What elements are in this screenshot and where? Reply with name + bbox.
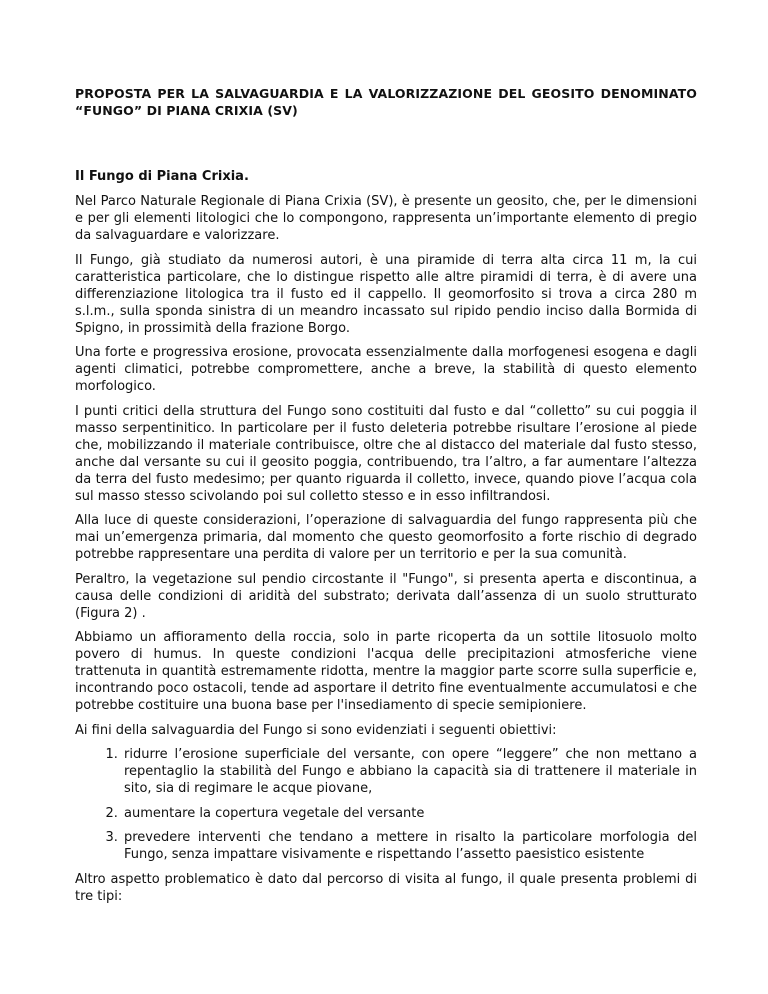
- paragraph: Altro aspetto problematico è dato dal percorso di visita al fungo, il quale presenta problemi di tre tipi:: [75, 871, 697, 904]
- paragraph: Ai fini della salvaguardia del Fungo si sono evidenziati i seguenti obiettivi:: [75, 722, 557, 738]
- list-item: 2. aumentare la copertura vegetale del versante: [122, 805, 697, 822]
- objectives-list: [75, 746, 697, 863]
- paragraph: Nel Parco Naturale Regionale di Piana Crixia (SV), è presente un geosito, che, per le dimensioni e per gli elementi litologici che lo compongono, rappresenta un’importante elemento di pregio da salvaguardare e valorizzare.: [75, 194, 697, 243]
- section-heading: Il Fungo di Piana Crixia.: [75, 169, 249, 184]
- paragraph: I punti critici della struttura del Fungo sono costituiti dal fusto e dal “colletto” su cui poggia il masso serpentinitico. In particolare per il fusto deleteria potrebbe risultare l’erosione al piede che, mobilizzando il materiale contribuisce, oltre che al distacco del materiale dal fusto stesso, anche dal versante su cui il geosito poggia, contribuendo, tra l’altro, a far aumentare l’altezza da terra del fusto medesimo; per quanto riguarda il colletto, invece, quando piove l’acqua cola sul masso stesso scivolando poi sul colletto stesso e in esso infiltrandosi.: [75, 403, 697, 504]
- paragraph: Peraltro, la vegetazione sul pendio circostante il "Fungo", si presenta aperta e discontinua, a causa delle condizioni di aridità del substrato; derivata dall’assenza di un suolo strutturato (Figura 2) .: [75, 571, 697, 621]
- list-item: 1. ridurre l’erosione superficiale del versante, con opere “leggere” che non mettano a repentaglio la stabilità del Fungo e abbiano la capacità sia di trattenere il materiale in sito, sia di regimare le acque piovane,: [122, 746, 697, 797]
- paragraph: Alla luce di queste considerazioni, l’operazione di salvaguardia del fungo rappresenta più che mai un’emergenza primaria, dal momento che questo geomorfosito a forte rischio di degrado potrebbe rappresentare una perdita di valore per un territorio e per la sua comunità.: [75, 513, 697, 562]
- paragraph: Abbiamo un affioramento della roccia, solo in parte ricoperta da un sottile litosuolo molto povero di humus. In queste condizioni l'acqua delle precipitazioni atmosferiche viene trattenuta in quantità estremamente ridotta, mentre la maggior parte scorre sulla superficie e, incontrando poco ostacoli, tende ad asportare il detrito fine eventualmente accumulatosi e che potrebbe costituire una buona base per l'insediamento di specie semipioniere.: [75, 630, 697, 713]
- paragraph: Una forte e progressiva erosione, provocata essenzialmente dalla morfogenesi esogena e dagli agenti climatici, potrebbe compromettere, anche a breve, la stabilità di questo elemento morfologico.: [75, 345, 697, 394]
- document-body: [75, 193, 697, 912]
- document-title: PROPOSTA PER LA SALVAGUARDIA E LA VALORIZZAZIONE DEL GEOSITO DENOMINATO “FUNGO” DI PIANA CRIXIA (SV): [75, 86, 697, 118]
- paragraph: Il Fungo, già studiato da numerosi autori, è una piramide di terra alta circa 11 m, la cui caratteristica particolare, che lo distingue rispetto alle altre piramidi di terra, è di avere una differenziazione litologica tra il fusto ed il cappello. Il geomorfosito si trova a circa 280 m s.l.m., sulla sponda sinistra di un meandro incassato sul ripido pendio inciso dalla Bormida di Spigno, in prossimità della frazione Borgo.: [75, 252, 697, 336]
- list-item: 3. prevedere interventi che tendano a mettere in risalto la particolare morfologia del Fungo, senza impattare visivamente e rispettando l’assetto paesistico esistente: [122, 829, 697, 863]
